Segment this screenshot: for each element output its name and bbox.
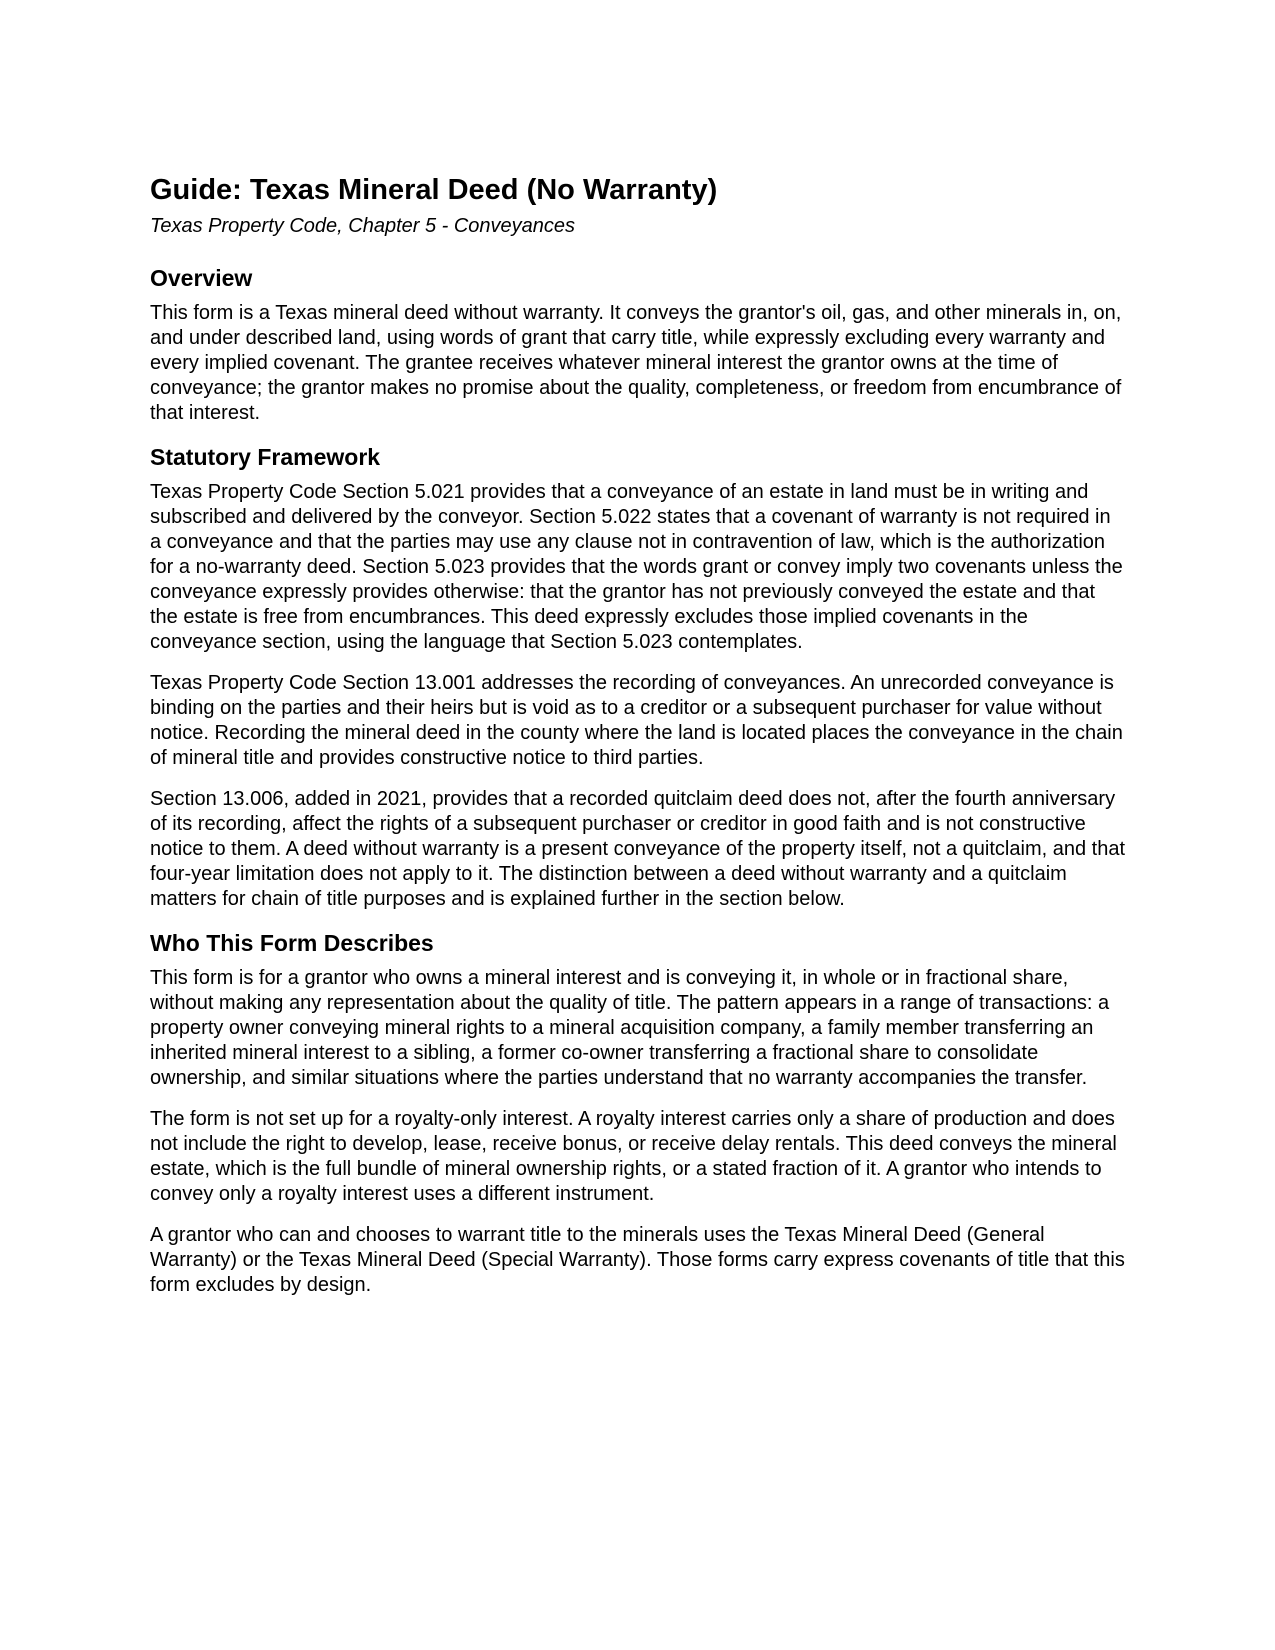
- paragraph: A grantor who can and chooses to warrant title to the minerals uses the Texas Mineral Deed (General Warranty) or the Texas Mineral Deed (Special Warranty). Those forms carry express covenants of title that this form excludes by design.: [150, 1224, 1125, 1296]
- section-heading: Overview: [150, 265, 253, 291]
- section-who-this-form-describes: [150, 928, 1125, 1298]
- document-title: Guide: Texas Mineral Deed (No Warranty): [150, 174, 718, 206]
- paragraph: This form is a Texas mineral deed without warranty. It conveys the grantor's oil, gas, and other minerals in, on, and under described land, using words of grant that carry title, while expressly excluding every warranty and every implied covenant. The grantee receives whatever mineral interest the grantor owns at the time of conveyance; the grantor makes no promise about the quality, completeness, or freedom from encumbrance of that interest.: [150, 302, 1122, 424]
- section-heading: Who This Form Describes: [150, 930, 434, 956]
- section-heading: Statutory Framework: [150, 444, 381, 470]
- section-statutory-framework: [150, 442, 1125, 912]
- paragraph: The form is not set up for a royalty-only interest. A royalty interest carries only a share of production and does not include the right to develop, lease, receive bonus, or receive delay rentals. This deed conveys the mineral estate, which is the full bundle of mineral ownership rights, or a stated fraction of it. A grantor who intends to convey only a royalty interest uses a different instrument.: [150, 1108, 1117, 1205]
- document-subtitle: Texas Property Code, Chapter 5 - Conveyances: [150, 215, 576, 237]
- section-overview: [150, 263, 1125, 426]
- paragraph: Section 13.006, added in 2021, provides that a recorded quitclaim deed does not, after the fourth anniversary of its recording, affect the rights of a subsequent purchaser or creditor in good faith and is not constructive notice to them. A deed without warranty is a present conveyance of the property itself, not a quitclaim, and that four-year limitation does not apply to it. The distinction between a deed without warranty and a quitclaim matters for chain of title purposes and is explained further in the section below.: [150, 788, 1125, 910]
- paragraph: This form is for a grantor who owns a mineral interest and is conveying it, in whole or in fractional share, without making any representation about the quality of title. The pattern appears in a range of transactions: a property owner conveying mineral rights to a mineral acquisition company, a family member transferring an inherited mineral interest to a sibling, a former co-owner transferring a fractional share to consolidate ownership, and similar situations where the parties understand that no warranty accompanies the transfer.: [150, 967, 1110, 1089]
- paragraph: Texas Property Code Section 13.001 addresses the recording of conveyances. An unrecorded conveyance is binding on the parties and their heirs but is void as to a creditor or a subsequent purchaser for value without notice. Recording the mineral deed in the county where the land is located places the conveyance in the chain of mineral title and provides constructive notice to third parties.: [150, 672, 1123, 769]
- paragraph: Texas Property Code Section 5.021 provides that a conveyance of an estate in land must be in writing and subscribed and delivered by the conveyor. Section 5.022 states that a covenant of warranty is not required in a conveyance and that the parties may use any clause not in contravention of law, which is the authorization for a no-warranty deed. Section 5.023 provides that the words grant or convey imply two covenants unless the conveyance expressly provides otherwise: that the grantor has not previously conveyed the estate and that the estate is free from encumbrances. This deed expressly excludes those implied covenants in the conveyance section, using the language that Section 5.023 contemplates.: [150, 481, 1123, 653]
- document-page: [150, 172, 1125, 1314]
